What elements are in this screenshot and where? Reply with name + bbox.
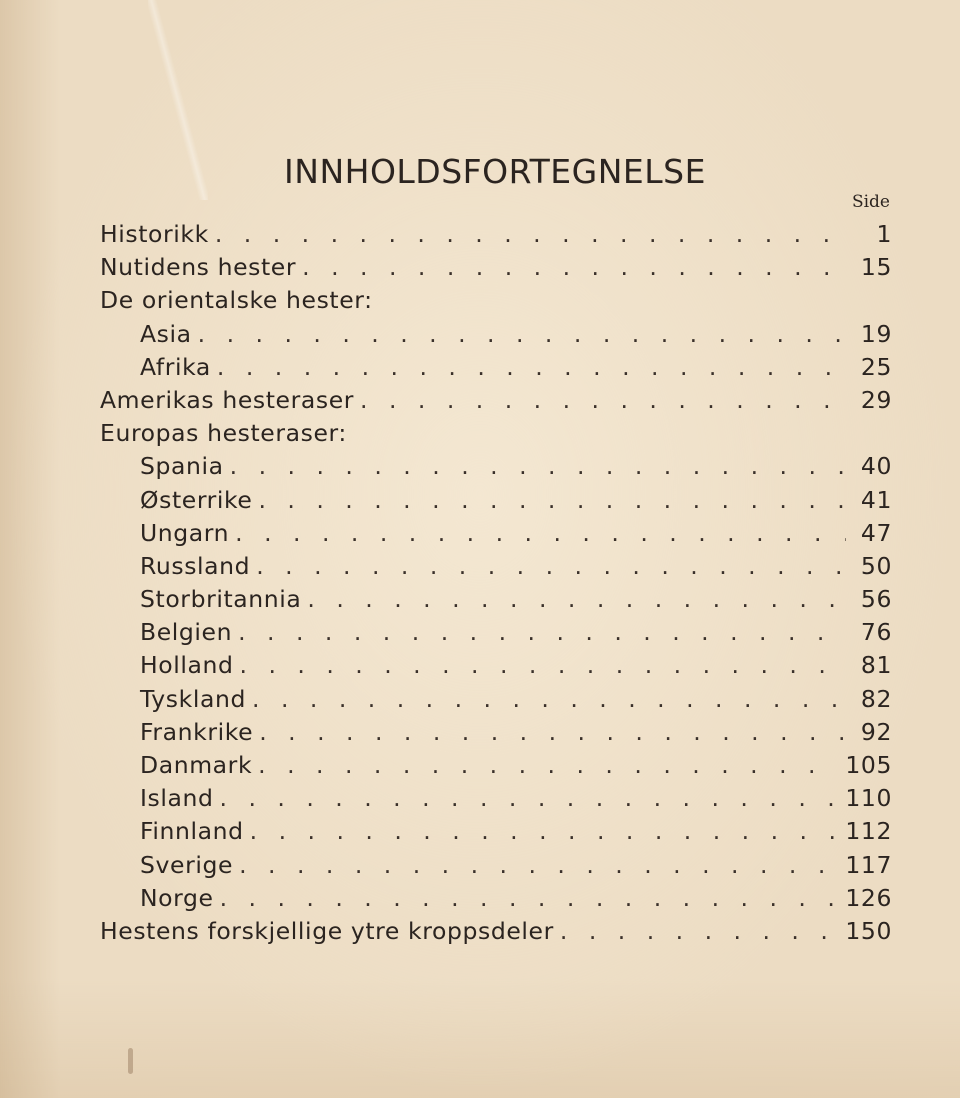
toc-entry-label: Afrika <box>140 352 211 381</box>
toc-entry-page: 105 <box>845 751 892 779</box>
toc-entry-label: Finnland <box>140 817 244 846</box>
dot-leader <box>250 815 840 848</box>
dot-leader <box>240 649 846 682</box>
toc-entry-page: 56 <box>860 585 892 614</box>
page-column-label: Side <box>851 192 890 212</box>
toc-entry-label: Asia <box>140 319 192 348</box>
toc-entry-label: Østerrike <box>140 485 253 514</box>
dot-leader <box>220 882 840 915</box>
dot-leader <box>238 616 846 649</box>
toc-entry-page: 15 <box>860 253 892 282</box>
toc-entry-page: 41 <box>860 485 892 514</box>
toc-entry-spania <box>100 450 892 483</box>
toc-entry-amerikas <box>100 384 892 417</box>
toc-entry-page: 47 <box>860 518 892 547</box>
toc-entry-label: Norge <box>140 883 214 912</box>
dot-leader <box>239 849 839 882</box>
toc-entry-page: 82 <box>860 684 892 713</box>
toc-entry-belgien <box>100 616 892 649</box>
toc-entry-label: Frankrike <box>140 717 254 746</box>
toc-entry-holland <box>100 649 892 682</box>
toc-section-label: De orientalske hester: <box>100 286 373 315</box>
toc-entry-finnland <box>100 815 892 848</box>
toc-entry-label: Island <box>140 784 214 813</box>
toc-entry-page: 112 <box>845 817 892 846</box>
toc-entry-island <box>100 782 892 815</box>
toc-entry-nutidens-hester <box>100 251 892 284</box>
dot-leader <box>258 484 846 517</box>
toc-entry-kroppsdeler <box>100 915 892 948</box>
toc-entry-page: 76 <box>860 618 892 647</box>
toc-entry-label: Hestens forskjellige ytre kroppsdeler <box>100 916 554 945</box>
dot-leader <box>198 318 846 351</box>
dot-leader <box>560 915 839 948</box>
toc-entry-russland <box>100 550 892 583</box>
toc-section-europas <box>100 417 892 450</box>
toc-entry-page: 81 <box>860 651 892 680</box>
toc-entry-osterrike <box>100 484 892 517</box>
toc-entry-page: 40 <box>860 452 892 481</box>
toc-entry-afrika <box>100 351 892 384</box>
toc-entry-danmark <box>100 749 892 782</box>
table-of-contents <box>100 218 892 948</box>
toc-entry-label: Amerikas hesteraser <box>100 385 355 414</box>
toc-entry-page: 50 <box>860 551 892 580</box>
toc-entry-tyskland <box>100 683 892 716</box>
toc-entry-label: Danmark <box>140 751 253 779</box>
toc-entry-page: 117 <box>845 850 892 879</box>
dot-leader <box>307 583 846 616</box>
toc-entry-label: Sverige <box>140 850 234 879</box>
toc-entry-label: Historikk <box>100 220 209 248</box>
toc-entry-page: 126 <box>845 883 892 912</box>
toc-entry-label: Russland <box>140 551 251 580</box>
dot-leader <box>259 716 846 749</box>
toc-entry-asia <box>100 318 892 351</box>
toc-entry-page: 25 <box>860 352 892 381</box>
dot-leader <box>215 218 846 251</box>
dot-leader <box>235 517 846 550</box>
dot-leader <box>302 251 846 284</box>
toc-entry-page: 1 <box>876 220 892 248</box>
dot-leader <box>360 384 846 417</box>
toc-entry-frankrike <box>100 716 892 749</box>
toc-section-orientalske <box>100 284 892 317</box>
toc-entry-page: 19 <box>860 319 892 348</box>
dot-leader <box>230 450 846 483</box>
toc-entry-page: 29 <box>860 385 892 414</box>
toc-entry-norge <box>100 882 892 915</box>
toc-section-label: Europas hesteraser: <box>100 419 347 448</box>
paper-stain <box>128 1048 133 1074</box>
toc-entry-label: Holland <box>140 651 234 680</box>
dot-leader <box>220 782 840 815</box>
page-title: INNHOLDSFORTEGNELSE <box>284 152 706 191</box>
dot-leader <box>252 683 846 716</box>
toc-entry-label: Tyskland <box>140 684 246 713</box>
toc-entry-page: 150 <box>845 916 892 945</box>
toc-entry-storbritannia <box>100 583 892 616</box>
toc-entry-label: Storbritannia <box>140 585 302 614</box>
dot-leader <box>217 351 846 384</box>
toc-entry-page: 110 <box>845 784 892 813</box>
toc-entry-historikk <box>100 218 892 251</box>
toc-entry-sverige <box>100 849 892 882</box>
dot-leader <box>256 550 846 583</box>
toc-entry-ungarn <box>100 517 892 550</box>
toc-entry-label: Belgien <box>140 618 233 647</box>
toc-entry-label: Ungarn <box>140 518 230 547</box>
toc-entry-page: 92 <box>860 717 892 746</box>
dot-leader <box>258 749 839 782</box>
toc-entry-label: Nutidens hester <box>100 253 297 282</box>
toc-entry-label: Spania <box>140 452 224 481</box>
